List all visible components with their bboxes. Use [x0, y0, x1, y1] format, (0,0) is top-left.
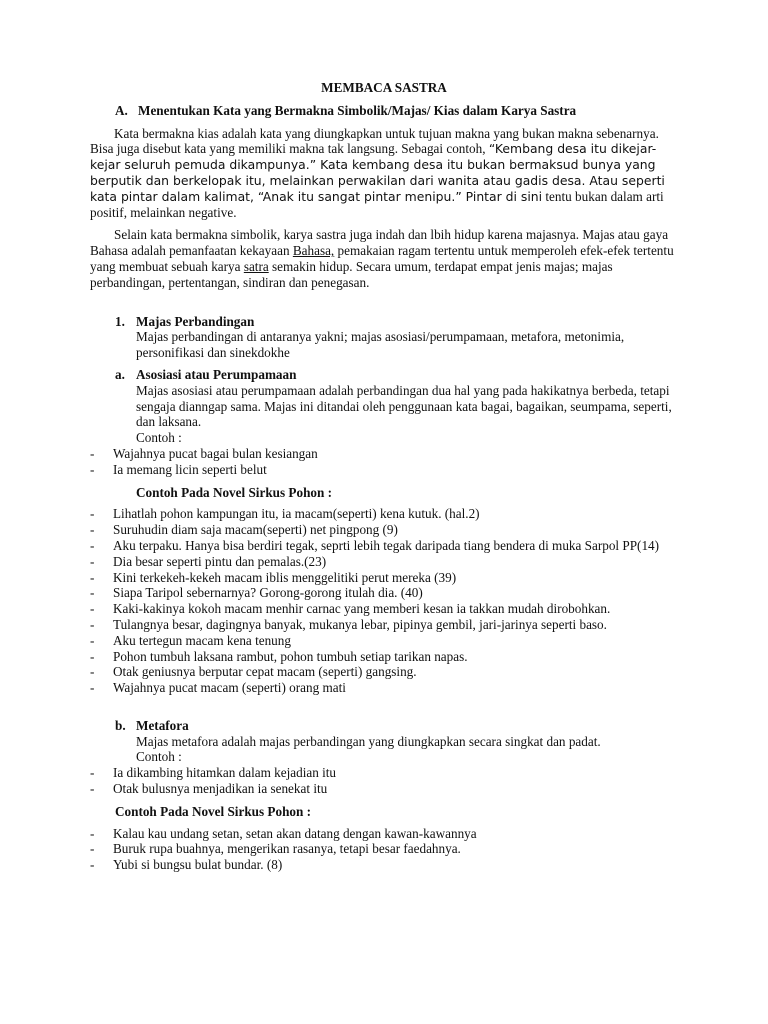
- item-body: Majas asosiasi atau perumpamaan adalah perbandingan dua hal yang pada hakikatnya berbeda, tetapi sengaja dianngap sama. Majas ini ditandai oleh penggunaan kata bagai, bagaikan, seumpama, seperti, dan laksana.: [136, 382, 672, 430]
- list-item: - Aku terpaku. Hanya bisa berdiri tegak, seprti lebih tegak daripada tiang bendera di muka Sarpol PP(14): [90, 537, 660, 553]
- asosiasi-examples: [90, 446, 678, 478]
- paragraph-majas-intro: [90, 227, 678, 290]
- paragraph-majas-part1: Selain kata bermakna simbolik, karya sastra juga indah dan lbih hidup karena majasnya. Majas atau gaya Bahasa adalah pemanfaatan kekayaan: [90, 227, 669, 259]
- list-item: - Wajahnya pucat macam (seperti) orang mati: [90, 680, 346, 696]
- novel-heading-1: Contoh Pada Novel Sirkus Pohon :: [136, 484, 333, 500]
- paragraph-kata-kias-part1: Kata bermakna kias adalah kata yang diungkapkan untuk tujuan makna yang bukan makna sebenarnya. Bisa juga disebut kata yang memiliki makna tak langsung. Sebagai contoh,: [90, 125, 659, 157]
- item-asosiasi: [115, 367, 678, 446]
- paragraph-majas-part2: pemakaian ragam tertentu untuk memperoleh efek-efek tertentu yang membuat sebuah karya: [90, 243, 674, 274]
- item-heading: Asosiasi atau Perumpamaan: [136, 366, 297, 382]
- list-item: - Kalau kau undang setan, setan akan datang dengan kawan-kawannya: [90, 825, 477, 841]
- item-letter: a.: [115, 366, 125, 382]
- contoh-label: Contoh :: [136, 430, 182, 446]
- underlined-satra: satra: [243, 258, 269, 274]
- contoh-label: Contoh :: [136, 749, 182, 765]
- paragraph-majas-part3: semakin hidup. Secara umum, terdapat empat jenis majas; majas perbandingan, pertentangan, sindiran dan penegasan.: [90, 258, 613, 290]
- metafora-examples: [90, 765, 678, 797]
- list-item: - Dia besar seperti pintu dan pemalas.(23): [90, 553, 327, 569]
- list-item: - Siapa Taripol sebernarnya? Gorong-gorong itulah dia. (40): [90, 585, 423, 601]
- paragraph-kata-kias-part3: tentu bukan dalam arti positif, melainkan negative.: [90, 188, 664, 220]
- item-number: 1.: [115, 313, 125, 329]
- item-heading: Metafora: [136, 717, 189, 733]
- item-body: Majas metafora adalah majas perbandingan yang diungkapkan secara singkat dan padat.: [136, 733, 601, 749]
- document-title: MEMBACA SASTRA: [321, 80, 447, 95]
- list-item: - Suruhudin diam saja macam(seperti) net pingpong (9): [90, 522, 398, 538]
- list-item: - Kaki-kakinya kokoh macam menhir carnac yang memberi kesan ia takkan mudah dirobohkan.: [90, 601, 611, 617]
- list-item: - Ia memang licin seperti belut: [90, 461, 267, 477]
- item-heading: Majas Perbandingan: [136, 313, 255, 329]
- section-a-number: A.: [115, 102, 128, 118]
- item-letter: b.: [115, 717, 126, 733]
- list-item: - Otak bulusnya menjadikan ia senekat itu: [90, 781, 328, 797]
- list-item: - Kini terkekeh-kekeh macam iblis menggelitiki perut mereka (39): [90, 569, 457, 585]
- section-a-title: Menentukan Kata yang Bermakna Simbolik/Majas/ Kias dalam Karya Sastra: [138, 102, 577, 118]
- novel-heading-2: Contoh Pada Novel Sirkus Pohon :: [115, 803, 312, 819]
- list-item: - Yubi si bungsu bulat bundar. (8): [90, 857, 283, 873]
- novel-list-1: [90, 506, 678, 696]
- item-metafora: [115, 718, 678, 765]
- paragraph-kata-kias-example: “Kembang desa itu dikejar-kejar seluruh pemuda dikampunya.” Kata kembang desa itu bukan bermaksud bunya yang berputik dan berkelopak itu, melainkan perwakilan dari wanita atau gadis desa. Atau seperti kata pintar dalam kalimat, “Anak itu sangat pintar menipu.” Pintar di sini: [90, 141, 665, 204]
- paragraph-kata-kias: [90, 126, 678, 221]
- list-item: - Wajahnya pucat bagai bulan kesiangan: [90, 445, 318, 461]
- list-item: - Lihatlah pohon kampungan itu, ia macam(seperti) kena kutuk. (hal.2): [90, 506, 480, 522]
- list-item: - Tulangnya besar, dagingnya banyak, mukanya lebar, pipinya gembil, jari-jarinya seperti baso.: [90, 616, 607, 632]
- section-a-heading: [115, 103, 678, 119]
- list-item: - Pohon tumbuh laksana rambut, pohon tumbuh setiap tarikan napas.: [90, 648, 468, 664]
- item-majas-perbandingan: [115, 314, 678, 361]
- list-item: - Otak geniusnya berputar cepat macam (seperti) gangsing.: [90, 664, 417, 680]
- item-body: Majas perbandingan di antaranya yakni; majas asosiasi/perumpamaan, metafora, metonimia, personifikasi dan sinekdokhe: [136, 329, 625, 361]
- underlined-bahasa: Bahasa,: [292, 243, 335, 259]
- list-item: - Ia dikambing hitamkan dalam kejadian itu: [90, 765, 337, 781]
- list-item: - Aku tertegun macam kena tenung: [90, 632, 291, 648]
- list-item: - Buruk rupa buahnya, mengerikan rasanya, tetapi besar faedahnya.: [90, 841, 461, 857]
- novel-list-2: [90, 826, 678, 873]
